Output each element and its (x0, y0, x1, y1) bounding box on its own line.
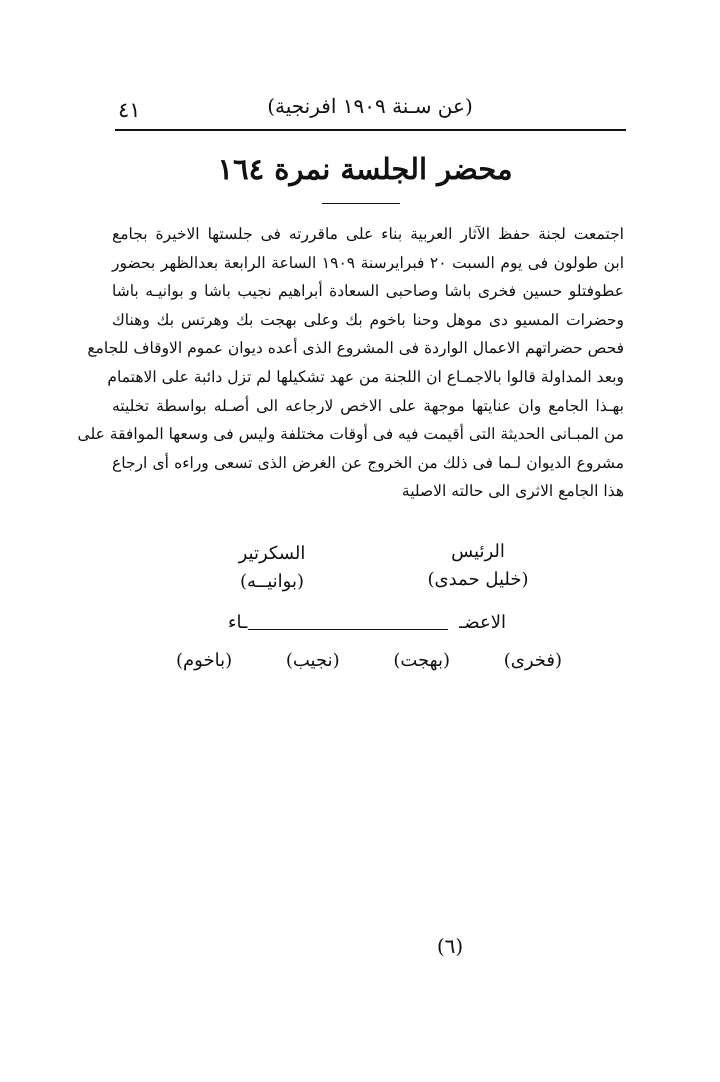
body-line: وبعد المداولة قالوا بالاجمـاع ان اللجنة من عهد تشكيلها لم تزل دائبة على الاهتمام (107, 367, 624, 386)
member-name: (بهجت) (393, 650, 450, 671)
header-year-label: (عن سـنة ١٩٠٩ افرنجية) (267, 94, 473, 118)
body-line: من المبـانى الحديثة التى أقيمت فيه فى أوقات مختلفة وليس فى وسعها الموافقة على (77, 425, 624, 444)
member-name: (فخرى) (503, 650, 562, 671)
secretary-signature (212, 540, 332, 596)
secretary-role: السكرتير (238, 543, 306, 564)
body-line: عطوفتلو حسين فخرى باشا وصاحبى السعادة أبراهيم نجيب باشا و بوانيـه باشا (112, 282, 624, 301)
body-line: بهـذا الجامع وان عنايتها موجهة على الاخص لارجاعه الى أصـله بواسطة تخليته (112, 396, 624, 415)
minutes-body (77, 220, 625, 506)
members-heading-kashida (248, 629, 448, 630)
body-line: اجتمعت لجنة حفظ الآثار العربية بناء على ماقررته فى جلستها الاخيرة بجامع (112, 225, 624, 243)
body-line: هذا الجامع الاثرى الى حالته الاصلية (401, 482, 624, 501)
members-heading-end: ـاء (228, 612, 248, 633)
minutes-title: محضر الجلسة نمرة ١٦٤ (217, 152, 513, 186)
president-role: الرئيس (451, 541, 505, 562)
body-line: مشروع الديوان لـما فى ذلك من الخروج عن الغرض الذى تسعى وراءه أى ارجاع (112, 453, 624, 472)
body-line: وحضرات المسيو دى موهل وحنا باخوم بك وعلى بهجت بك وهرتس بك وهناك (112, 310, 624, 329)
president-signature (408, 538, 548, 594)
members-heading-start: الاعضـ (459, 612, 506, 633)
body-line: فحص حضراتهم الاعمال الواردة فى المشروع الذى أعده ديوان عموم الاوقاف للجامع (87, 339, 624, 358)
header-divider (115, 129, 626, 131)
secretary-name: (بوانيــه) (240, 571, 304, 592)
members-list (176, 650, 562, 671)
member-name: (باخوم) (176, 650, 233, 671)
title-underline (322, 203, 400, 204)
president-name: (خليل حمدى) (427, 569, 529, 590)
footer-page-marker: (٦) (436, 934, 464, 958)
member-name: (نجيب) (285, 650, 340, 671)
body-line: ابن طولون فى يوم السبت ٢٠ فبرايرسنة ١٩٠٩ الساعة الرابعة بعدالظهر بحضور (112, 253, 625, 272)
header-page-number: ٤١ (118, 98, 141, 122)
members-heading (228, 612, 506, 638)
